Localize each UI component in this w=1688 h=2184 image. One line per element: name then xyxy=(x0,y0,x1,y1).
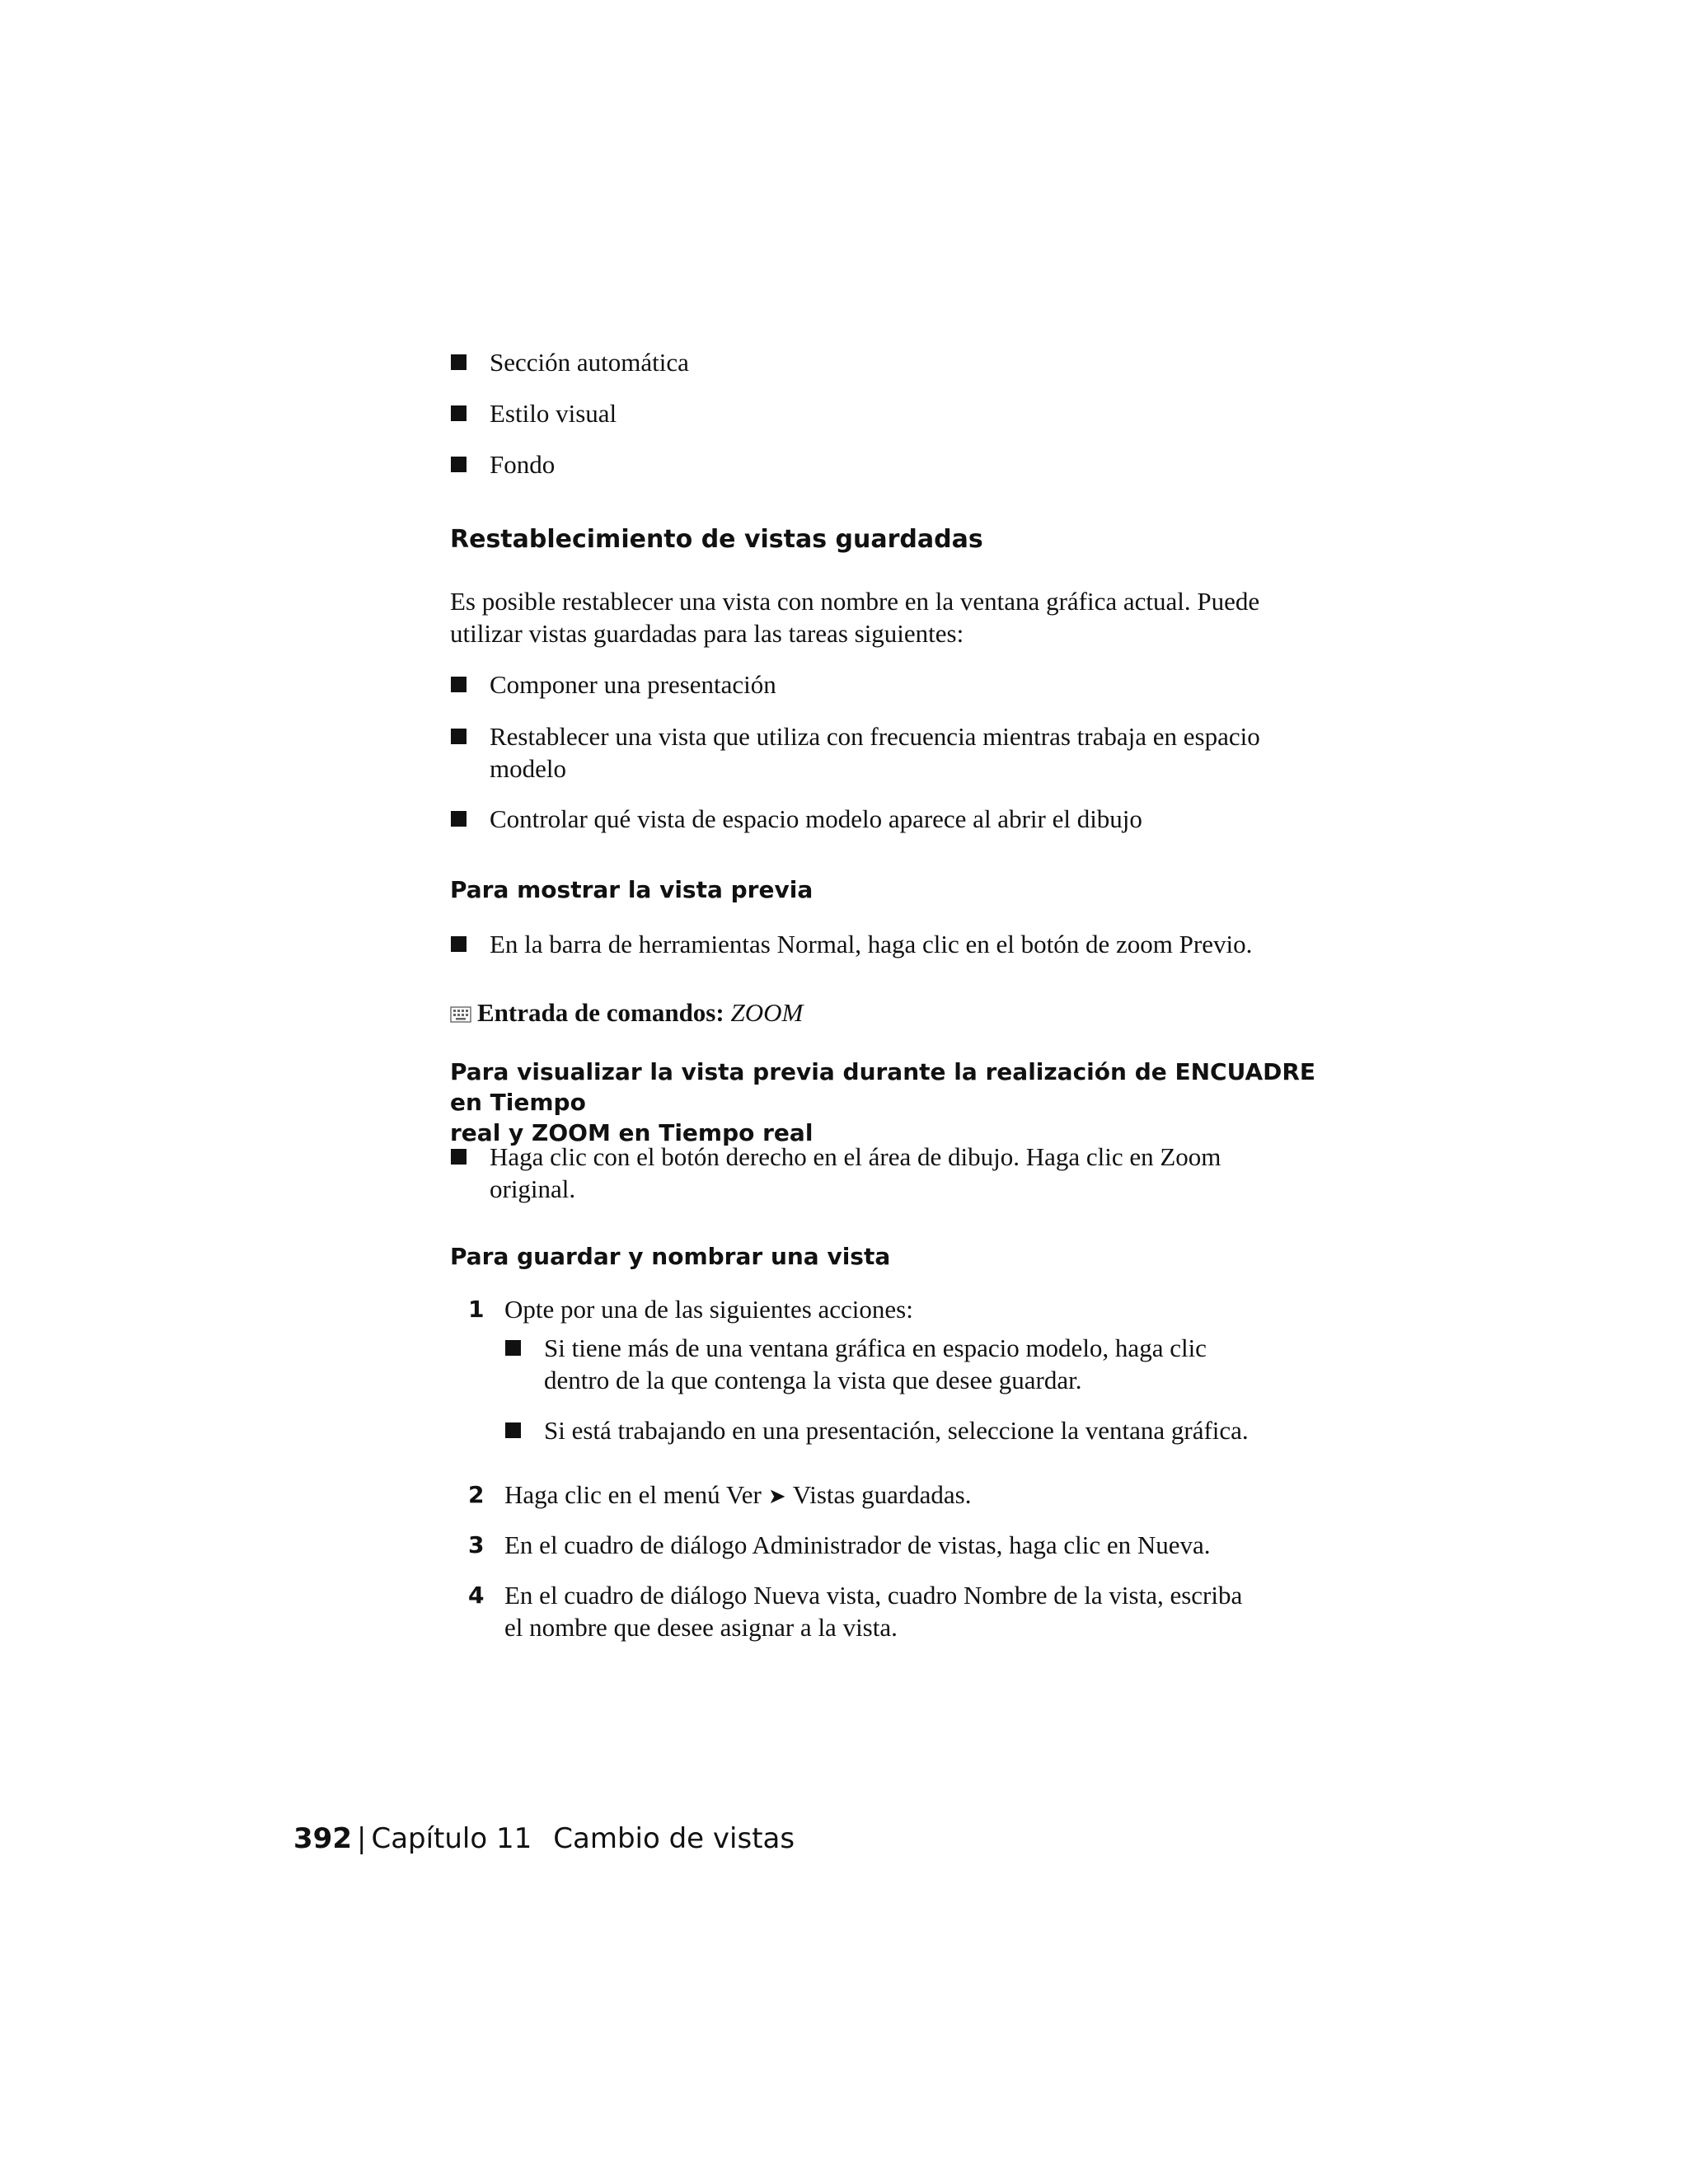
item-line: Si tiene más de una ventana gráfica en espacio modelo, haga clic xyxy=(544,1333,1207,1362)
bullet-icon xyxy=(451,936,467,952)
paragraph-line: utilizar vistas guardadas para las tareas siguientes: xyxy=(450,619,964,648)
procedure-heading xyxy=(450,1057,1332,1148)
keyboard-icon xyxy=(450,1006,471,1023)
page-content: Sección automática Estilo visual Fondo Restablecimiento de vistas guardadas Es posible restablecer una vista con nombre en la ventana gráfica actual. Puede utilizar vistas guardadas para las tareas siguientes: Componer una presentación Restablecer una vista que utiliza con frecuencia mientras trabaja en espacio modelo Controlar qué vista de espacio modelo aparece al abrir el dibujo Para mostrar la vista previa En la barra de herramientas Normal, haga clic en el botón de zoom Previo. Entrada de comandos: ZOOM Para visualizar la vista previa durante la realización de ENCUADRE en Tiempo real y ZOOM en Tiempo real Haga clic con el botón derecho en el área de dibujo. Haga clic en Zoom original. Para guardar y nombrar una vista 1 Opte por una de las siguientes acciones: Si tiene más de una ventana gráfica en espacio modelo, haga clic dentro de la que contenga la vista que desee guardar. Si está trabajando en una presentación, seleccione la ventana gráfica. 2 Haga clic en el menú Ver ➤ Vistas guardadas. 3 En el cuadro de diálogo Administrador de vistas, haga clic en Nueva. 4 En el cuadro de diálogo Nueva vista, cuadro Nombre de la vista, escriba el nombre que desee asignar a la vista. xyxy=(450,0,1332,1731)
procedure-heading: Para mostrar la vista previa xyxy=(450,876,814,903)
command-entry xyxy=(450,996,803,1029)
item-line: modelo xyxy=(490,754,566,783)
footer-separator: | xyxy=(356,1822,367,1855)
section-heading: Restablecimiento de vistas guardadas xyxy=(450,525,983,554)
intro-paragraph xyxy=(450,585,1332,649)
page-footer xyxy=(293,1821,795,1857)
item-line: el nombre que desee asignar a la vista. xyxy=(504,1613,898,1642)
bullet-icon xyxy=(451,729,467,744)
heading-line: real y ZOOM en Tiempo real xyxy=(450,1119,814,1146)
arrow-icon: ➤ xyxy=(767,1484,786,1509)
item-line: dentro de la que contenga la vista que desee guardar. xyxy=(544,1366,1082,1394)
command-label: Entrada de comandos: xyxy=(477,998,724,1027)
bullet-icon xyxy=(451,457,467,472)
bullet-icon xyxy=(451,1149,467,1165)
step-number: 1 xyxy=(468,1296,485,1323)
page-number: 392 xyxy=(293,1822,352,1855)
bullet-icon xyxy=(451,677,467,692)
bullet-icon xyxy=(451,811,467,827)
step-number: 2 xyxy=(468,1481,485,1508)
bullet-icon xyxy=(505,1340,521,1356)
bullet-icon xyxy=(451,354,467,370)
chapter-title: Cambio de vistas xyxy=(553,1822,795,1855)
command-value: ZOOM xyxy=(730,998,804,1027)
item-line: En el cuadro de diálogo Nueva vista, cuadro Nombre de la vista, escriba xyxy=(504,1581,1243,1610)
paragraph-line: Es posible restablecer una vista con nombre en la ventana gráfica actual. Puede xyxy=(450,587,1260,616)
procedure-heading: Para guardar y nombrar una vista xyxy=(450,1243,891,1270)
chapter-label: Capítulo 11 xyxy=(371,1822,532,1855)
item-line: original. xyxy=(490,1174,576,1203)
step-number: 3 xyxy=(468,1531,485,1558)
heading-line: Para visualizar la vista previa durante la realización de ENCUADRE en Tiempo xyxy=(450,1058,1316,1116)
bullet-icon xyxy=(505,1422,521,1438)
bullet-icon xyxy=(451,405,467,421)
step-number: 4 xyxy=(468,1582,485,1609)
item-line: Restablecer una vista que utiliza con frecuencia mientras trabaja en espacio xyxy=(490,722,1260,751)
item-line: Haga clic con el botón derecho en el área de dibujo. Haga clic en Zoom xyxy=(490,1142,1221,1171)
